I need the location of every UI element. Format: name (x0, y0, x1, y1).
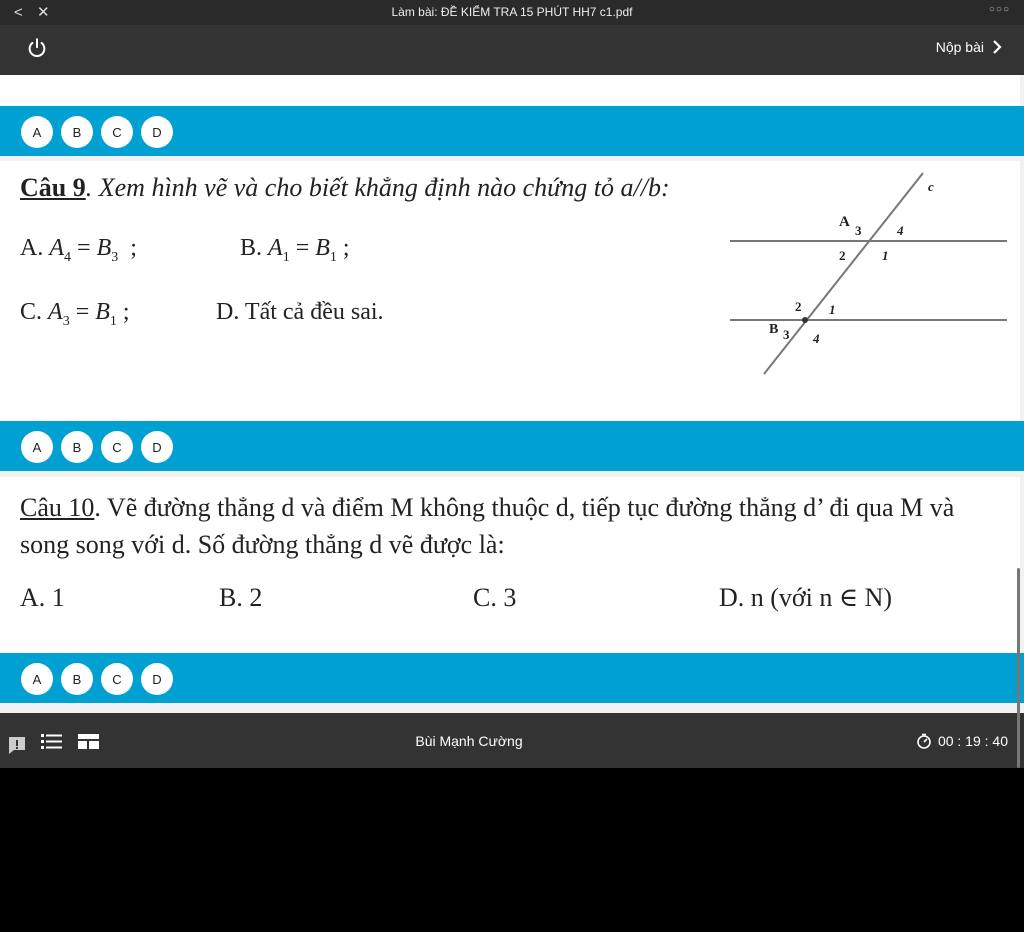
chevron-right-icon (992, 40, 1002, 54)
question-9 (0, 161, 1020, 421)
answer-bar-q10 (0, 653, 1024, 703)
back-icon[interactable]: < (14, 4, 23, 21)
angle-b4: 4 (813, 331, 820, 346)
question-9-stem: Câu 9. Xem hình vẽ và cho biết khẳng định nào chứng tỏ a//b: (20, 173, 670, 202)
option-d-button[interactable]: D (141, 663, 173, 695)
exam-header (0, 25, 1024, 75)
option-b-button[interactable]: B (61, 116, 93, 148)
option-b-button[interactable]: B (61, 431, 93, 463)
option-a-button[interactable]: A (21, 431, 53, 463)
label-point-b: B (769, 322, 779, 337)
angle-a4: 4 (897, 223, 904, 238)
q9-answer-c: C. $A_3 = B_1$ ; (20, 299, 130, 329)
angle-a1: 1 (882, 248, 889, 263)
transversal-c (764, 173, 923, 374)
q9-answer-a: A. $A_4 = B_3$ ; (20, 235, 137, 265)
timer-icon (916, 733, 932, 749)
angle-a2: 2 (839, 248, 846, 263)
angle-a3: 3 (855, 223, 862, 238)
window-titlebar (0, 0, 1024, 25)
power-icon[interactable] (26, 37, 48, 59)
question-10-stem: Câu 10. Vẽ đường thẳng d và điểm M không thuộc d, tiếp tục đường thẳng d’ đi qua M và song song với d. Số đường thẳng d vẽ được là: (20, 493, 955, 559)
student-name: Bùi Mạnh Cường (415, 733, 523, 749)
timer-value: 00 : 19 : 40 (937, 733, 1008, 749)
submit-button[interactable] (936, 39, 1002, 55)
option-d-button[interactable]: D (141, 116, 173, 148)
option-c-button[interactable]: C (101, 663, 133, 695)
answer-bar-q8 (0, 106, 1024, 156)
angle-b1: 1 (829, 302, 836, 317)
q9-answer-d: D. Tất cả đều sai. (216, 299, 384, 325)
countdown-timer (916, 733, 1008, 749)
q9-answer-b: B. $A_1 = B_1$ ; (240, 235, 350, 265)
angle-b3: 3 (783, 327, 790, 342)
point-b-dot (802, 317, 808, 323)
q10-answer-c: C. 3 (473, 583, 517, 612)
option-c-button[interactable]: C (101, 431, 133, 463)
question-10-label: Câu 10 (20, 493, 95, 522)
exam-footer (0, 713, 1024, 768)
q10-answer-a: A. 1 (20, 583, 65, 612)
option-a-button[interactable]: A (21, 663, 53, 695)
parallel-lines-figure (725, 167, 1010, 377)
option-b-button[interactable]: B (61, 663, 93, 695)
answer-bar-q9 (0, 421, 1024, 471)
option-a-button[interactable]: A (21, 116, 53, 148)
option-d-button[interactable]: D (141, 431, 173, 463)
close-icon[interactable]: ✕ (36, 4, 50, 21)
label-c: c (928, 179, 934, 194)
question-10 (0, 477, 1020, 653)
question-9-label: Câu 9 (20, 173, 86, 202)
option-c-button[interactable]: C (101, 116, 133, 148)
submit-label: Nộp bài (935, 39, 984, 55)
q10-answer-d: D. n (với n ∈ N) (719, 583, 893, 612)
exam-content (0, 75, 1024, 713)
scrollbar[interactable] (1017, 568, 1020, 768)
page-strip (0, 75, 1020, 106)
more-icon[interactable]: ○○○ (988, 4, 1010, 15)
angle-b2: 2 (795, 299, 802, 314)
q10-answer-b: B. 2 (219, 583, 263, 612)
window-title: Làm bài: ĐỀ KIỂM TRA 15 PHÚT HH7 c1.pdf (391, 5, 633, 19)
label-point-a: A (839, 214, 850, 230)
